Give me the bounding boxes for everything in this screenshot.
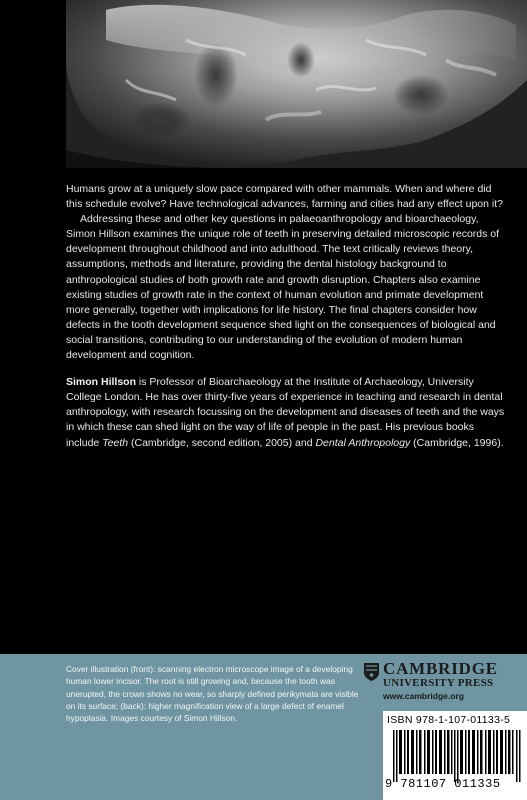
- isbn-label: ISBN 978-1-107-01133-5: [387, 714, 511, 726]
- author-bio: [66, 375, 506, 450]
- publisher-brand: [383, 660, 527, 701]
- back-cover-blurb: [66, 182, 506, 451]
- book-title-dental-anthropology: Dental Anthropology: [315, 436, 411, 449]
- footer-band: [0, 654, 527, 800]
- blurb-intro: Humans grow at a uniquely slow pace compared with other mammals. When and where did this schedule evolve? Have technological advances, farming and cities had any effect upon it?: [66, 183, 503, 211]
- cover-illustration-credit: Cover illustration (front): scanning electron microscope image of a developing human lower incisor. The root is still growing and, because the tooth was unerupted, the crown shows no wear, so sharply defined perikymata are visible on its surface; (back): higher magnification view of a large defect of enamel hypoplasia. Images courtesy of Simon Hillson.: [66, 664, 359, 724]
- barcode-bars: [389, 730, 525, 782]
- book-title-teeth: Teeth: [102, 436, 129, 449]
- publisher-url[interactable]: www.cambridge.org: [383, 691, 464, 701]
- cambridge-shield-icon: [363, 662, 380, 682]
- isbn-barcode: [383, 711, 527, 800]
- sem-tooth-image: [66, 0, 527, 168]
- blurb-description: Addressing these and other key questions in palaeoanthropology and bioarchaeology, Simon Hillson examines the unique role of teeth in preserving detailed microscopic records of development throughout childhood and into adulthood. The text critically reviews theory, assumptions, methods and literature, providing the dental histology background to anthropological studies of both growth rate and growth disruption. Chapters also examine existing studies of growth rate in the context of human evolution and primate development more generally, together with implications for life history. The final chapters consider how defects in the tooth development sequence shed light on the consequences of biological and social transitions, contributing to our understanding of the evolution of modern human development and cognition.: [66, 213, 500, 362]
- barcode-digits: 9 781107 011335: [385, 777, 501, 791]
- author-name: Simon Hillson: [66, 376, 137, 389]
- cover-sem-image: [66, 0, 527, 168]
- book-note-1: (Cambridge, second edition, 2005) and: [128, 436, 316, 449]
- publisher-name: CAMBRIDGE: [383, 659, 498, 678]
- author-bio-text: is Professor of Bioarchaeology at the Institute of Archaeology, University College London. He has over thirty-five years of experience in teaching and research in dental anthropology, with research focussing on the development and diseases of teeth and the ways in which these can shed light on the way of life of people in the past. His previous books include: [66, 376, 505, 449]
- publisher-subtitle: UNIVERSITY PRESS: [383, 677, 494, 689]
- book-note-2: (Cambridge, 1996).: [410, 436, 504, 449]
